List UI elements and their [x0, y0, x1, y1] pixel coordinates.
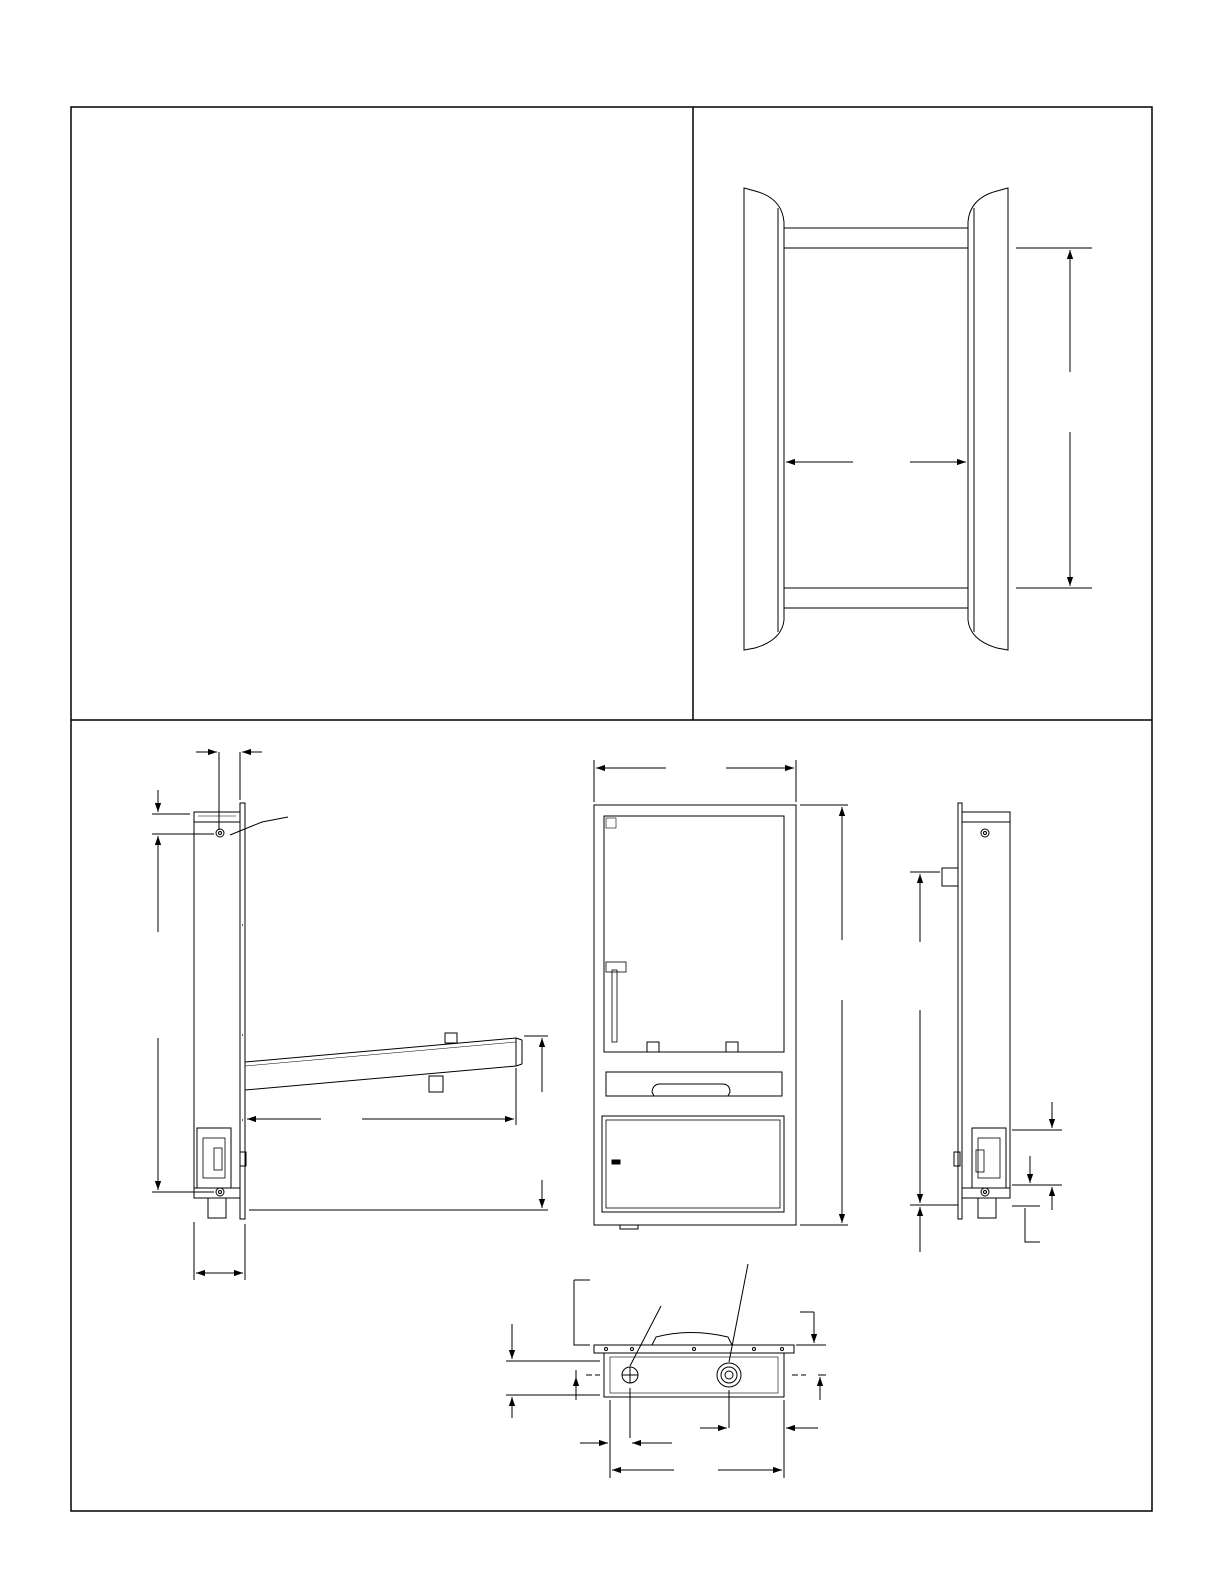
- side-view-deployed: [152, 752, 548, 1280]
- bottom-view: [506, 1264, 826, 1478]
- sheet-frame: [71, 107, 1152, 1511]
- rough-opening-view: [744, 188, 1092, 650]
- side-view-stowed: [910, 803, 1062, 1252]
- notes-panel: [72, 108, 692, 719]
- front-view: [594, 760, 848, 1229]
